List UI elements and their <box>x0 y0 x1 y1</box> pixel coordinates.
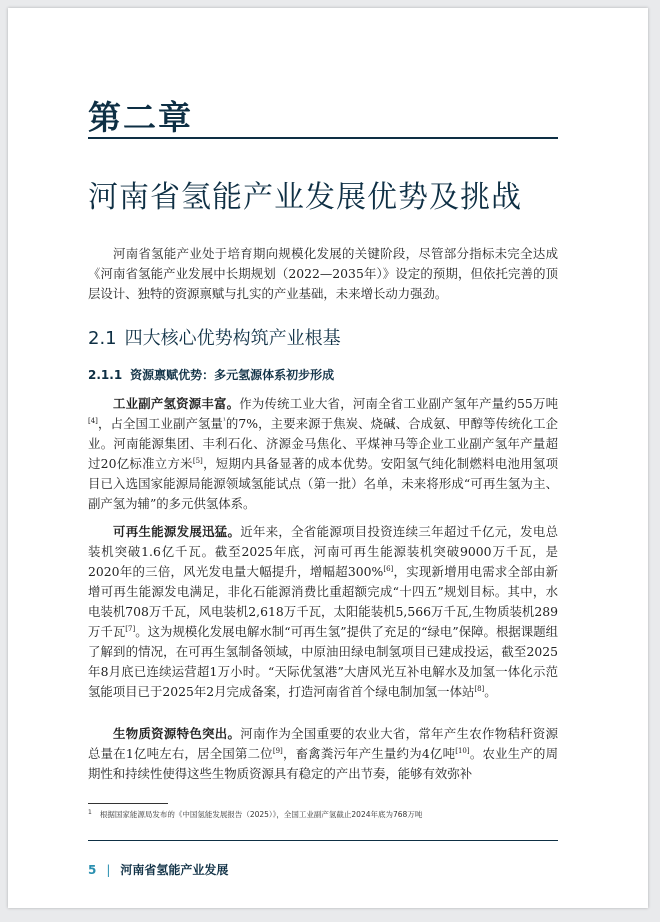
chapter-title: 河南省氢能产业发展优势及挑战 <box>88 180 522 215</box>
footnote <box>88 809 422 820</box>
paragraph-industrial-hydrogen <box>88 394 558 514</box>
paragraph-lead: 可再生能源发展迅猛。 <box>113 524 241 539</box>
chapter-heading: 第二章 <box>88 98 193 137</box>
subsection-number: 2.1.1 <box>88 368 123 382</box>
paragraph-text: ，实现新增用电需求全部由新增可再生能源发电满足，非化石能源消费比重超额完成“十四五”规划目标。其中，水电装机708万千瓦，风电装机2,618万千瓦，太阳能装机5,566万千瓦,生物质装机289万千瓦 <box>88 564 558 639</box>
paragraph-text: ，占全国工业副产氢量 <box>97 416 223 431</box>
footnote-mark: 1 <box>88 809 92 816</box>
paragraph-text: 的7%，主要来源于焦炭、烧碱、合成氨、甲醇等传统化工企业。河南能源集团、丰利石化、济源金马焦化、平煤神马等企业工业副产氢年产量超过20亿标准立方米 <box>88 416 558 471</box>
section-title: 四大核心优势构筑产业根基 <box>124 328 341 349</box>
paragraph-lead: 工业副产氢资源丰富。 <box>113 396 240 411</box>
citation-ref: [10] <box>455 747 470 755</box>
citation-ref: [7] <box>125 625 136 633</box>
section-heading <box>88 324 341 350</box>
citation-ref: [5] <box>192 457 203 465</box>
paragraph-text: ，畜禽粪污年产生量约为4亿吨 <box>282 746 456 761</box>
section-number: 2.1 <box>88 328 117 349</box>
chapter-divider <box>88 137 558 139</box>
citation-ref: [8] <box>474 685 485 693</box>
footer-divider <box>88 840 558 841</box>
intro-paragraph: 河南省氢能产业处于培育期向规模化发展的关键阶段，尽管部分指标未完全达成《河南省氢能产业发展中长期规划（2022—2035年）》设定的预期，但依托完善的顶层设计、独特的资源禀赋与扎实的产业基础，未来增长动力强劲。 <box>88 246 558 301</box>
citation-ref: [4] <box>88 417 98 425</box>
paragraph-lead: 生物质资源特色突出。 <box>113 726 241 741</box>
paragraph-text: 。农业生产的周期性和持续性使得这些生物质资源具有稳定的产出节奏，能够有效弥补 <box>88 746 558 781</box>
subsection-title: 资源禀赋优势：多元氢源体系初步形成 <box>130 368 335 382</box>
subsection-heading <box>88 366 334 383</box>
paragraph-text: 河南作为全国重要的农业大省，常年产生农作物秸秆资源总量在1亿吨左右，居全国第二位 <box>88 726 559 761</box>
document-page <box>8 8 648 908</box>
paragraph-biomass <box>88 724 558 784</box>
citation-ref: [6] <box>383 565 394 573</box>
paragraph-renewable-energy <box>88 522 558 702</box>
footer-separator: | <box>106 863 111 877</box>
footnote-ref: ¹ <box>223 417 226 425</box>
paragraph-text: ，短期内具备显著的成本优势。安阳氢气纯化制燃料电池用氢项目已入选国家能源局能源领域氢能试点（第一批）名单，未来将形成“可再生氢为主、副产氢为辅”的多元供氢体系。 <box>88 456 558 511</box>
footer-title: 河南省氢能产业发展 <box>120 863 229 877</box>
paragraph-text: 。这为规模化发展电解水制“可再生氢”提供了充足的“绿电”保障。根据课题组了解到的情况，在可再生氢制备领域，中原油田绿电制氢项目已建成投运，截至2025年8月底已连续运营超1万小时。“天际优氢港”大唐风光互补电解水及加氢一体化示范氢能项目已于2025年2月完成备案，打造河南省首个绿电制加氢一体站 <box>88 624 559 699</box>
footnote-divider <box>88 803 168 804</box>
paragraph-text: 作为传统工业大省，河南全省工业副产氢年产量约55万吨 <box>239 396 558 411</box>
footnote-text: 根据国家能源局发布的《中国氢能发展报告（2025）》，全国工业副产氢截止2024年底为768万吨 <box>99 810 423 819</box>
page-number: 5 <box>88 863 97 877</box>
paragraph-text: 。 <box>484 684 497 699</box>
paragraph-text: 近年来，全省能源项目投资连续三年超过千亿元，发电总装机突破1.6亿千瓦。截至2025年底，河南可再生能源装机突破9000万千瓦，是2020年的三倍，风光发电量大幅提升，增幅超300% <box>88 524 559 579</box>
citation-ref: [9] <box>272 747 283 755</box>
page-footer <box>88 861 228 878</box>
